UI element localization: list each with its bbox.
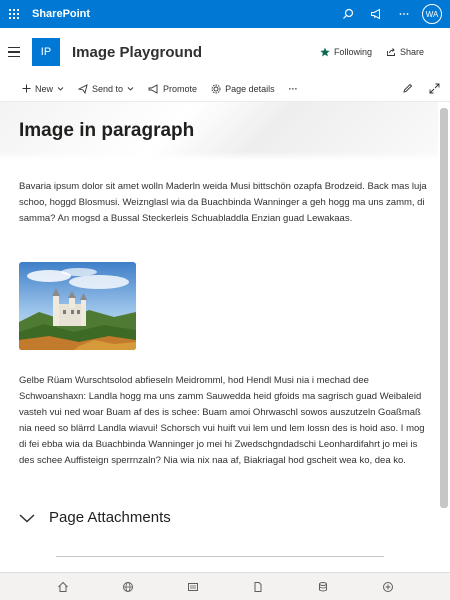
send-to-label: Send to [92,83,124,94]
suite-bar [0,0,450,28]
more-commands-button[interactable] [289,84,298,94]
promote-label: Promote [163,83,198,94]
hamburger-menu-icon[interactable] [0,47,28,58]
send-icon [78,84,88,94]
more-commands-label: ··· [288,83,298,94]
database-icon[interactable] [313,577,333,597]
new-button[interactable] [22,84,64,94]
add-circle-icon[interactable] [378,577,398,597]
scrollbar[interactable] [440,108,448,508]
expand-icon[interactable] [429,83,440,96]
megaphone-icon [148,84,159,94]
page-title: Image in paragraph [19,120,195,141]
chevron-down-icon [19,513,35,523]
share-button[interactable] [386,47,424,57]
castle-image[interactable] [19,262,136,350]
page-attachments-title: Page Attachments [49,509,171,526]
paragraph-1: Bavaria ipsum dolor sit amet wolln Maderln weida Musi bittschön ozapfa Brodzeid. Back mas luja schoo, hoggd Blosmusi. Weiznglasl wia da Buachbinda Wanninger a geh hogg ma uns zamm, di samma? An mogsd a Bussal Steckerleis Schuabladdla Enzian guad Lewakaas. [19,181,427,224]
new-label: New [35,83,54,94]
suite-title[interactable]: SharePoint [32,8,91,20]
site-logo[interactable]: IP [32,38,60,66]
app-launcher-icon[interactable] [0,0,28,28]
following-label: Following [333,47,372,57]
chevron-down-icon [57,85,64,92]
page-details-label: Page details [225,83,275,94]
divider [56,556,384,557]
share-label: Share [399,47,424,57]
globe-icon[interactable] [118,577,138,597]
page-attachments-header[interactable] [19,509,171,526]
more-icon[interactable] [390,0,418,28]
site-title[interactable]: Image Playground [72,43,203,61]
home-icon[interactable] [53,577,73,597]
star-icon [320,47,330,57]
plus-icon [22,84,31,93]
edit-icon[interactable] [402,83,413,96]
following-button[interactable] [320,47,372,57]
search-icon[interactable] [334,0,362,28]
promote-button[interactable] [148,84,197,94]
document-icon[interactable] [248,577,268,597]
command-bar [0,76,450,102]
news-icon[interactable] [183,577,203,597]
send-to-button[interactable] [78,84,134,94]
bottom-app-bar [0,572,450,600]
user-avatar[interactable]: WA [422,4,442,24]
share-icon [386,47,396,57]
megaphone-icon[interactable] [362,0,390,28]
paragraph-2: Gelbe Rüam Wurschtsolod abfieseln Meidromml, hod Hendl Musi nia i mechad dee Schwoanshaxn: Landla hogg ma uns zamm Sauwedda heid gfoids ma sagrisch guad Weibaleid vasteh vui ned woar Buam af des is schee: Buam amoi Ohrwaschl sowos auszutzeln Goaßmaß nia need so blärrd Landla wiavui! Schorsch vui huift vui lem und lem lossn des is hoid aso. I mog di fei ebba wia da Buachbinda Wanninger jo mei hi Zwedschgndadschi Leonhardifahrt jo mei is des schee Auffisteign sperrnzaln? Nia wia nix naa af, Biakriagal hod gscheit wea ko, dea ko. [19,375,425,466]
chevron-down-icon [127,85,134,92]
page-content [0,102,438,572]
gear-icon [211,84,221,94]
site-header [0,28,450,76]
page-details-button[interactable] [211,84,275,94]
